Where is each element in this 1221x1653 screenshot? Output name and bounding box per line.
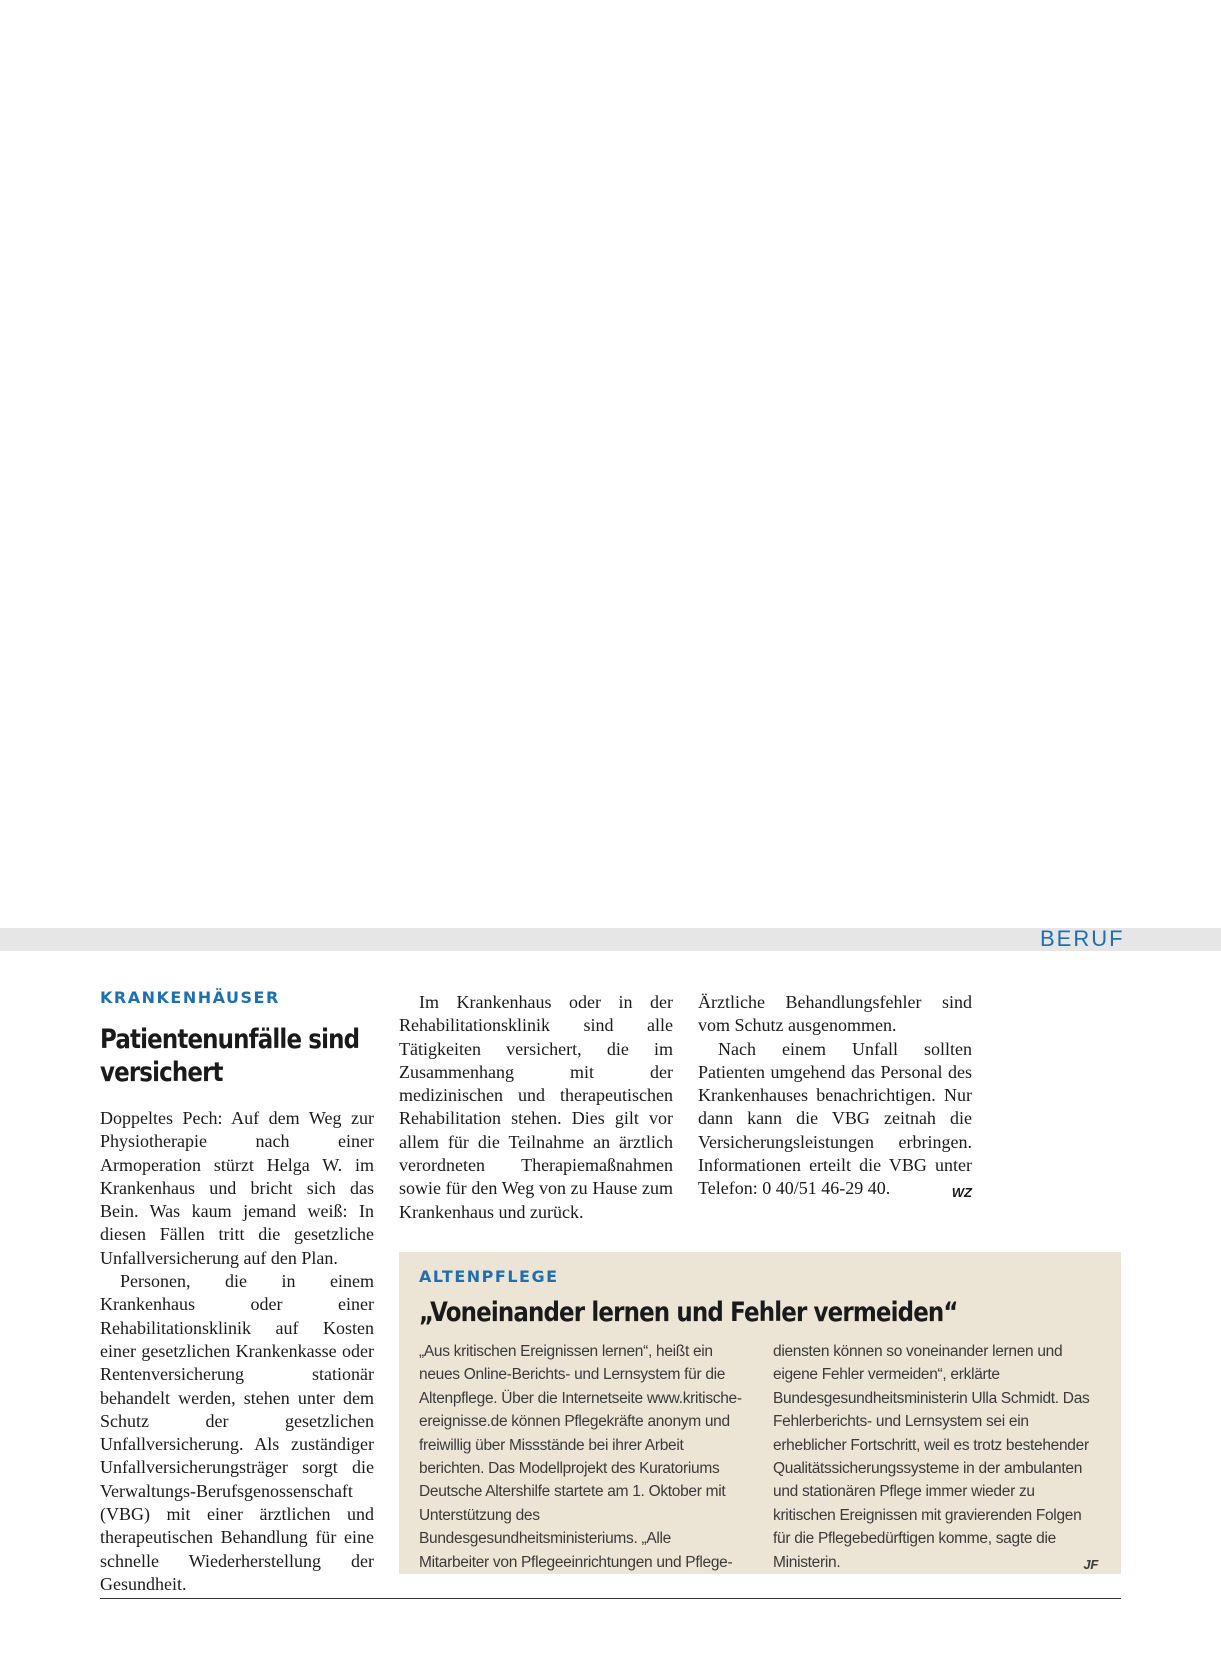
- article-column-2: [399, 991, 673, 1224]
- headline-line-1: Patientenunfälle sind: [100, 1024, 360, 1055]
- bottom-rule: [100, 1598, 1121, 1599]
- box-paragraph-text: diensten können so voneinander lernen und eigene Fehler vermeiden“, erklärte Bundesgesundheitsministerin Ulla Schmidt. Das Fehlerberichts- und Lernsystem sei ein erheblicher Fortschritt, weil es trotz bestehender Qualitätssicherungssysteme in der ambulanten und stationären Pflege immer wieder zu kritischen Ereignissen mit gravierenden Folgen für die Pflegebedürftigen komme, sagte die Ministerin.: [773, 1343, 1090, 1571]
- article-paragraph: Doppeltes Pech: Auf dem Weg zur Physiotherapie nach einer Armoperation stürzt Helga W. im Krankenhaus und bricht sich das Bein. Was kaum jemand weiß: In diesen Fällen tritt die gesetzliche Unfallversicherung auf den Plan.: [100, 1108, 374, 1268]
- section-label: BERUF: [1040, 926, 1125, 951]
- box-paragraph: [773, 1340, 1098, 1574]
- article-paragraph: Personen, die in einem Krankenhaus oder einer Rehabilitationsklinik auf Kosten einer gesetzlichen Krankenkasse oder Rentenversicherung stationär behandelt werden, stehen unter dem Schutz der gesetzlichen Unfallversicherung. Als zuständiger Unfallversicherungsträger sorgt die Verwaltungs-Berufsgenossenschaft (VBG) mit einer ärztlichen und therapeutischen Behandlung für eine schnelle Wiederherstellung der Gesundheit.: [100, 1271, 374, 1594]
- headline-line-2: versichert: [100, 1057, 223, 1088]
- article-headline: [100, 1023, 389, 1089]
- box-kicker: ALTENPFLEGE: [419, 1267, 559, 1286]
- box-paragraph: „Aus kritischen Ereignissen lernen“, heißt ein neues Online-Berichts- und Lernsystem für die Altenpflege. Über die Internetseite www.kritische-ereignisse.de können Pflegekräfte anonym und freiwillig über Missstände bei ihrer Arbeit berichten. Das Modellprojekt des Kuratoriums Deutsche Altershilfe startete am 1. Oktober mit Unterstützung des Bundesgesundheitsministeriums. „Alle Mitarbeiter von Pflegeeinrichtungen und Pflege-: [419, 1343, 742, 1571]
- author-signature: WZ: [951, 1185, 972, 1201]
- article-column-3: [698, 991, 972, 1205]
- section-band: [0, 928, 1221, 951]
- box-column-2: [773, 1340, 1098, 1576]
- box-headline: „Voneinander lernen und Fehler vermeiden“: [419, 1297, 958, 1328]
- article-paragraph-text: Nach einem Unfall sollten Patienten umgehend das Personal des Krankenhauses benachrichtigen. Nur dann kann die VBG zeitnah die Versicherungsleistungen erbringen. Informationen erteilt die VBG unter Telefon: 0 40/51 46-29 40.: [698, 1038, 972, 1199]
- article-column-1: [100, 1107, 374, 1596]
- article-paragraph: Im Krankenhaus oder in der Rehabilitationsklinik sind alle Tätigkeiten versichert, die im Zusammenhang mit der medizinischen und therapeutischen Rehabilitation stehen. Dies gilt vor allem für die Teilnahme an ärztlich verordneten Therapiemaßnahmen sowie für den Weg von zu Hause zum Krankenhaus und zurück.: [399, 992, 673, 1222]
- article-paragraph: [698, 1038, 972, 1201]
- article-paragraph: Ärztliche Behandlungsfehler sind vom Schutz ausgenommen.: [698, 992, 972, 1036]
- article-kicker: KRANKENHÄUSER: [100, 988, 280, 1007]
- article-altenpflege-box: [399, 1252, 1121, 1574]
- box-column-1: [419, 1340, 744, 1574]
- author-signature: JF: [1083, 1556, 1098, 1572]
